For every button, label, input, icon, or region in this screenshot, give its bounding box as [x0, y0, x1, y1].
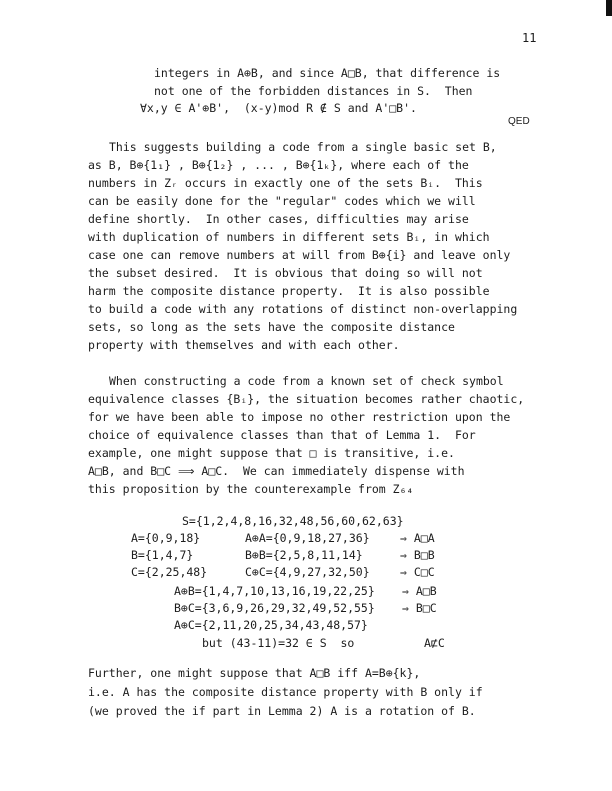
page-edge-mark — [606, 0, 612, 16]
example-sum-cc: C⊕C={4,9,27,32,50} — [245, 565, 370, 579]
para1-line-7: case one can remove numbers at will from B⊕{i} and leave only — [88, 248, 511, 262]
example-sum-bb: B⊕B={2,5,8,11,14} — [245, 548, 363, 562]
para2-line-4: choice of equivalence classes than that of Lemma 1. For — [88, 428, 476, 442]
example-set-b: B={1,4,7} — [131, 548, 194, 562]
proof-line-1: integers in A⊕B, and since A□B, that difference is — [154, 66, 501, 80]
example-sum-aa: A⊕A={0,9,18,27,36} — [245, 531, 370, 545]
para1-line-12: property with themselves and with each other. — [88, 338, 400, 352]
para1-line-8: the subset desired. It is obvious that doing so will not — [88, 266, 483, 280]
para1-line-10: to build a code with any rotations of distinct non-overlapping — [88, 302, 518, 316]
para2-line-5: example, one might suppose that □ is transitive, i.e. — [88, 446, 455, 460]
para1-line-6: with duplication of numbers in different sets Bᵢ, in which — [88, 230, 490, 244]
para1-line-1: This suggests building a code from a single basic set B, — [109, 140, 497, 154]
example-sum-ac: A⊕C={2,11,20,25,34,43,48,57} — [174, 618, 368, 632]
para3-line-1: Further, one might suppose that A□B iff A=B⊕{k}, — [88, 666, 421, 680]
para2-line-6: A□B, and B□C ⟹ A□C. We can immediately dispense with — [88, 464, 465, 478]
example-but-line: but (43-11)=32 ∈ S so — [202, 636, 355, 650]
para2-line-2: equivalence classes {Bᵢ}, the situation becomes rather chaotic, — [88, 392, 525, 406]
example-rel-aa: ⇒ A□A — [400, 531, 435, 545]
para1-line-2: as B, B⊕{1₁} , B⊕{1₂} , ... , B⊕{1ₖ}, where each of the — [88, 158, 469, 172]
para2-line-7: this proposition by the counterexample from Z₆₄ — [88, 482, 414, 496]
example-not-rel-ac: A⋢C — [424, 636, 445, 650]
example-sum-ab: A⊕B={1,4,7,10,13,16,19,22,25} — [174, 584, 375, 598]
example-rel-bc: ⇒ B□C — [402, 601, 437, 615]
para1-line-3: numbers in Zᵣ occurs in exactly one of the sets Bᵢ. This — [88, 176, 483, 190]
para2-line-1: When constructing a code from a known set of check symbol — [109, 374, 504, 388]
example-sum-bc: B⊕C={3,6,9,26,29,32,49,52,55} — [174, 601, 375, 615]
example-s-set: S={1,2,4,8,16,32,48,56,60,62,63} — [182, 514, 404, 528]
example-set-a: A={0,9,18} — [131, 531, 201, 545]
example-rel-ab: ⇒ A□B — [402, 584, 437, 598]
para3-line-3: (we proved the if part in Lemma 2) A is a rotation of B. — [88, 704, 476, 718]
qed-mark: QED — [508, 116, 530, 127]
proof-line-3: ∀x,y ∈ A'⊕B', (x-y)mod R ∉ S and A'□B'. — [140, 101, 417, 115]
example-rel-bb: ⇒ B□B — [400, 548, 435, 562]
para2-line-3: for we have been able to impose no other restriction upon the — [88, 410, 511, 424]
para1-line-4: can be easily done for the "regular" codes which we will — [88, 194, 476, 208]
example-set-c: C={2,25,48} — [131, 565, 208, 579]
example-rel-cc: ⇒ C□C — [400, 565, 435, 579]
para1-line-5: define shortly. In other cases, difficulties may arise — [88, 212, 469, 226]
page-number: 11 — [522, 31, 537, 45]
proof-line-2: not one of the forbidden distances in S. Then — [154, 84, 473, 98]
para1-line-9: harm the composite distance property. It is also possible — [88, 284, 490, 298]
para1-line-11: sets, so long as the sets have the composite distance — [88, 320, 455, 334]
para3-line-2: i.e. A has the composite distance property with B only if — [88, 685, 483, 699]
